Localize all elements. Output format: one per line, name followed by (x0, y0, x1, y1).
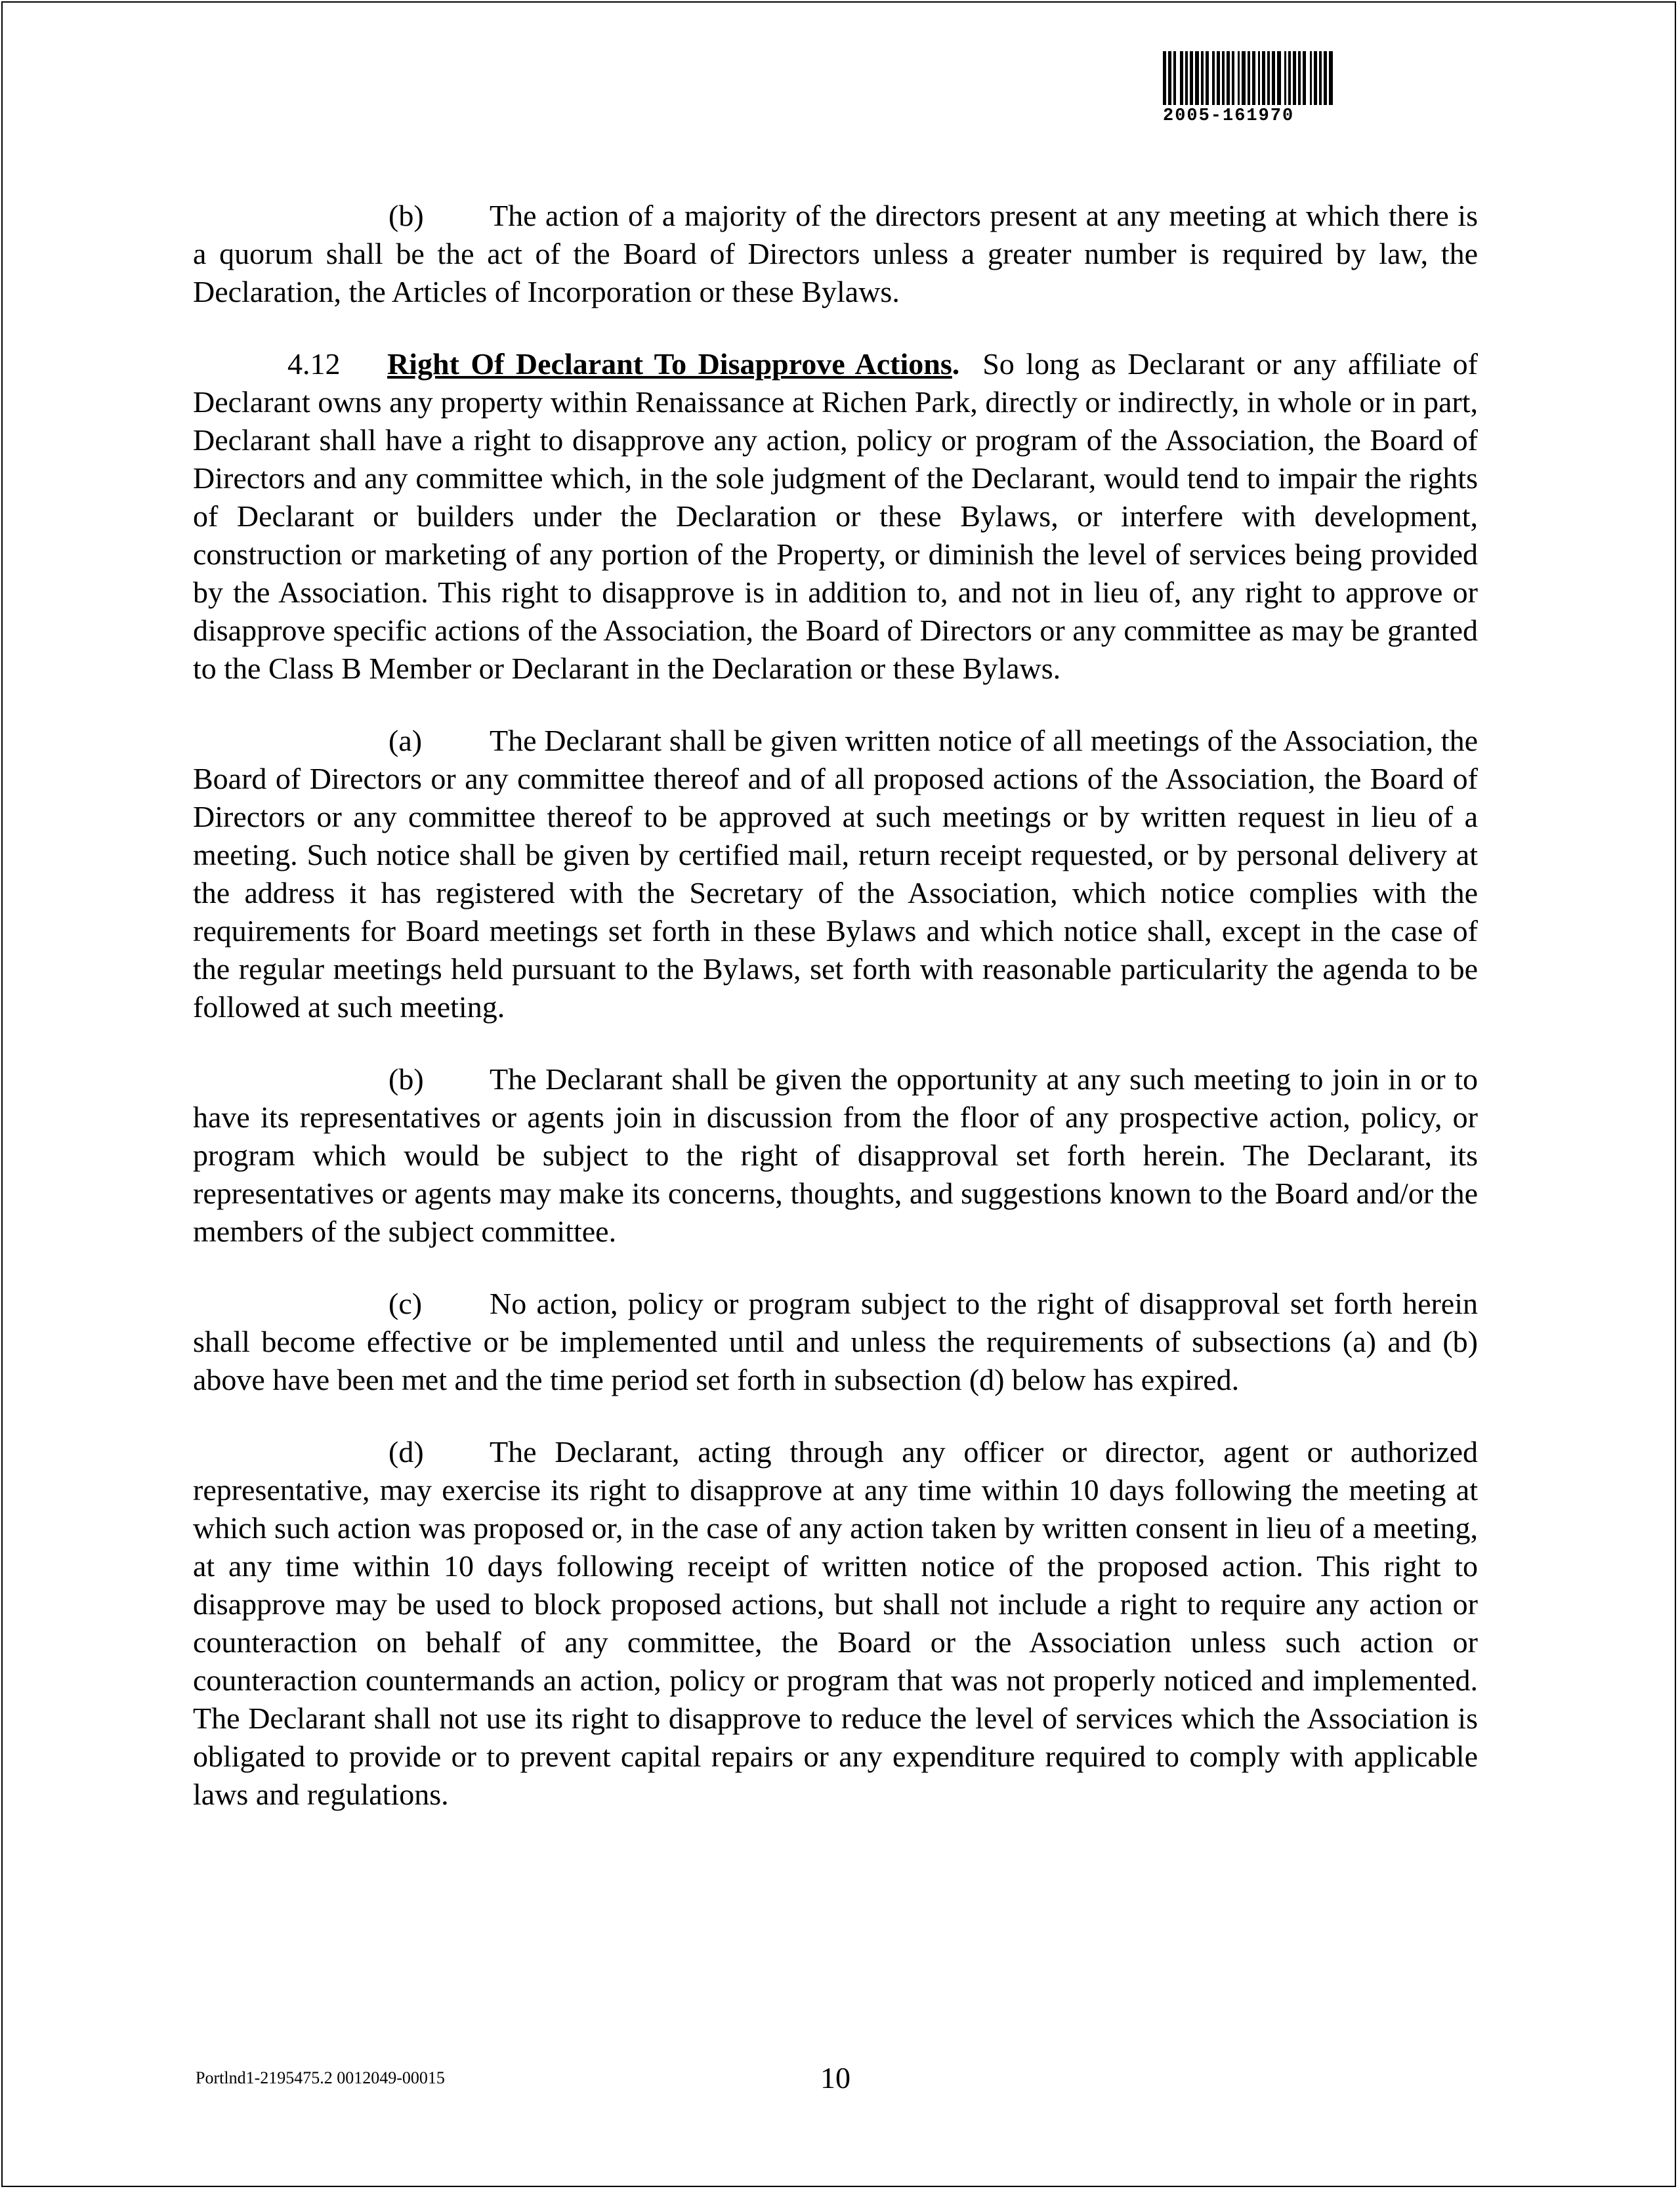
paragraph-d-exercise (193, 1433, 1478, 1814)
paragraph-text: The action of a majority of the directors present at any meeting at which there is a quorum shall be the act of the Board of Directors unless a greater number is required by law, the Declaration, the Articles of Incorporation or these Bylaws. (193, 199, 1478, 308)
barcode-bars (1163, 51, 1465, 105)
paragraph-text: The Declarant, acting through any officer or director, agent or authorized representative, may exercise its right to disapprove at any time within 10 days following the meeting at which such action was proposed or, in the case of any action taken by written consent in lieu of a meeting, at any time within 10 days following receipt of written notice of the proposed action. This right to disapprove may be used to block proposed actions, but shall not include a right to require any action or counteraction on behalf of any committee, the Board or the Association unless such action or counteraction countermands an action, policy or program that was not properly noticed and implemented. The Declarant shall not use its right to disapprove to reduce the level of services which the Association is obligated to provide or to prevent capital repairs or any expenditure required to comply with applicable laws and regulations. (193, 1435, 1478, 1811)
paragraph-text: The Declarant shall be given written notice of all meetings of the Association, the Board of Directors or any committee thereof and of all proposed actions of the Association, the Board of Directors or any committee thereof to be approved at such meetings or by written request in lieu of a meeting. Such notice shall be given by certified mail, return receipt requested, or by personal delivery at the address it has registered with the Secretary of the Association, which notice complies with the requirements for Board meetings set forth in these Bylaws and which notice shall, except in the case of the regular meetings held pursuant to the Bylaws, set forth with reasonable particularity the agenda to be followed at such meeting. (193, 724, 1478, 1024)
subsection-marker: (b) (388, 1062, 424, 1096)
document-body (193, 197, 1478, 1848)
paragraph-a-notice (193, 722, 1478, 1026)
section-number: 4.12 (287, 347, 341, 381)
paragraph-b-quorum (193, 197, 1478, 311)
section-4-12 (193, 345, 1478, 688)
paragraph-text: So long as Declarant or any affiliate of Declarant owns any property within Renaissance at Richen Park, directly or indirectly, in whole or in part, Declarant shall have a right to disapprove any action, policy or program of the Association, the Board of Directors and any committee which, in the sole judgment of the Declarant, would tend to impair the rights of Declarant or builders under the Declaration or these Bylaws, or interfere with development, construction or marketing of any portion of the Property, or diminish the level of services being provided by the Association. This right to disapprove is in addition to, and not in lieu of, any right to approve or disapprove specific actions of the Association, the Board of Directors or any committee as may be granted to the Class B Member or Declarant in the Declaration or these Bylaws. (193, 347, 1478, 685)
page-number: 10 (820, 2061, 850, 2095)
barcode-bar (1329, 51, 1333, 105)
subsection-marker: (b) (388, 199, 424, 232)
subsection-marker: (c) (388, 1287, 423, 1320)
paragraph-text: No action, policy or program subject to the right of disapproval set forth herein shall become effective or be implemented until and unless the requirements of subsections (a) and (b) above have been met and the time period set forth in subsection (d) below has expired. (193, 1287, 1478, 1396)
footer-document-id: Portlnd1-2195475.2 0012049-00015 (196, 2068, 445, 2087)
section-heading: Right Of Declarant To Disapprove Actions (387, 347, 952, 381)
barcode-number: 2005-161970 (1163, 106, 1295, 126)
paragraph-text: The Declarant shall be given the opportunity at any such meeting to join in or to have its representatives or agents join in discussion from the floor of any prospective action, policy, or program which would be subject to the right of disapproval set forth herein. The Declarant, its representatives or agents may make its concerns, thoughts, and suggestions known to the Board and/or the members of the subject committee. (193, 1062, 1478, 1248)
paragraph-c-effective (193, 1285, 1478, 1399)
barcode (1163, 51, 1465, 126)
subsection-marker: (a) (388, 724, 423, 757)
paragraph-b-opportunity (193, 1060, 1478, 1251)
heading-punct: . (952, 347, 960, 381)
subsection-marker: (d) (388, 1435, 424, 1469)
